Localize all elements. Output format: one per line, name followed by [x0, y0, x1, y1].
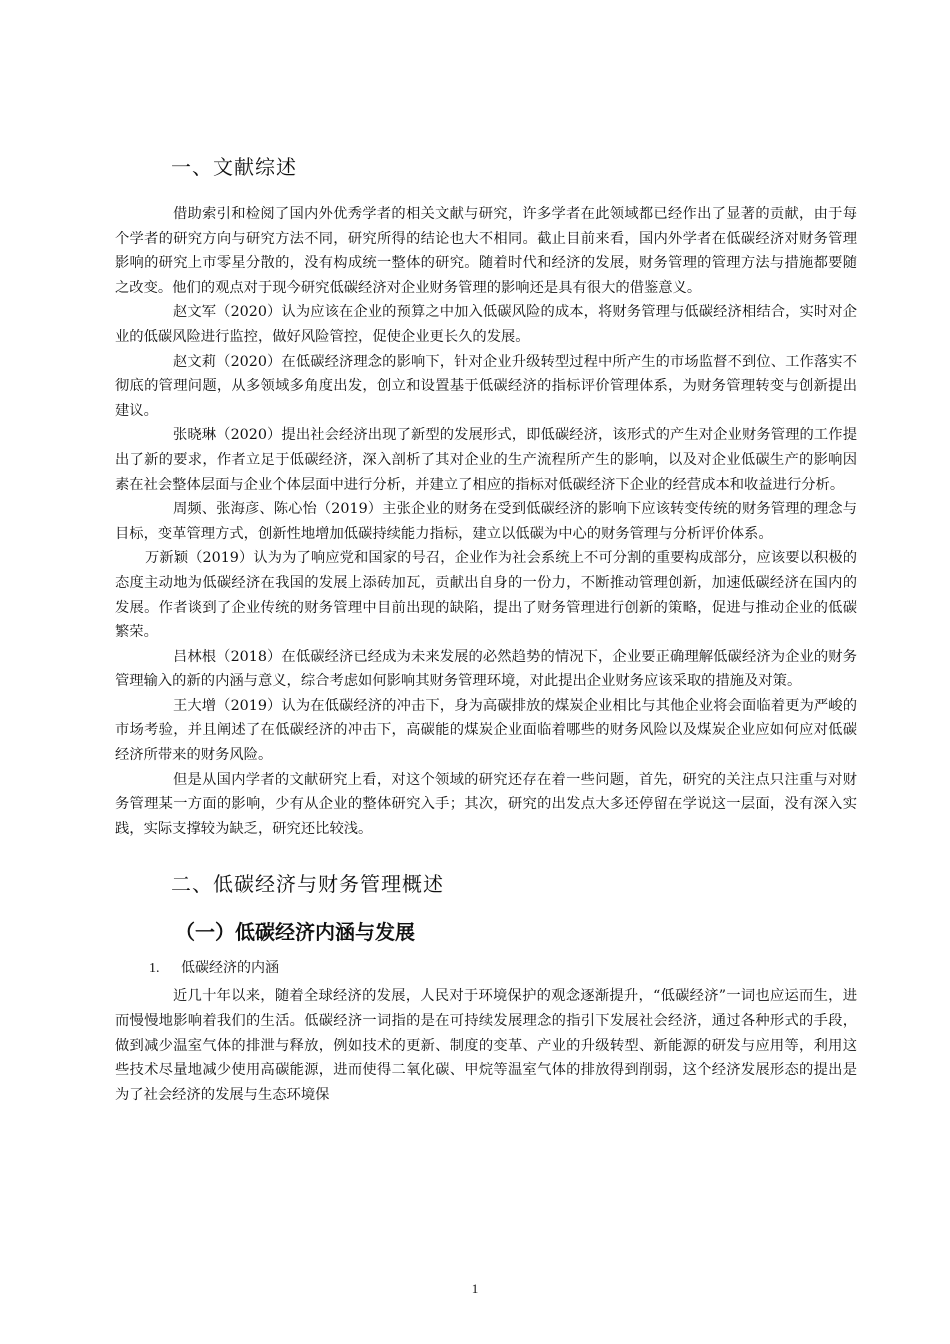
- item-title: 低碳经济的内涵: [181, 960, 279, 977]
- paragraph-zhou-pin: 周频、张海彦、陈心怡（2019）主张企业的财务在受到低碳经济的影响下应该转变传统的财务管理的理念与目标，变革管理方式，创新性地增加低碳持续能力指标，建立以低碳为中心的财务管理与分析评价体系。: [115, 501, 857, 542]
- paragraph-wang-dazeng: 王大增（2019）认为在低碳经济的冲击下，身为高碳排放的煤炭企业相比与其他企业将会面临着更为严峻的市场考验，并且阐述了在低碳经济的冲击下，高碳能的煤炭企业面临着哪些的财务风险以及煤炭企业应如何应对低碳经济所带来的财务风险。: [115, 697, 857, 764]
- paragraph-lv-lingen: 吕林根（2018）在低碳经济已经成为未来发展的必然趋势的情况下，企业要正确理解低碳经济为企业的财务管理输入的新的内涵与意义，综合考虑如何影响其财务管理环境，对此提出企业财务应该采取的措施及对策。: [115, 648, 857, 690]
- paragraph-low-carbon-meaning: 近几十年以来，随着全球经济的发展，人民对于环境保护的观念逐渐提升，“低碳经济”一词也应运而生，进而慢慢地影响着我们的生活。低碳经济一词指的是在可持续发展理念的指引下发展社会经济，通过各种形式的手段，做到减少温室气体的排泄与释放，例如技术的更新、制度的变革、产业的升级转型、新能源的研发与应用等，利用这些技术尽量地减少使用高碳能源，进而使得二氧化碳、甲烷等温室气体的排放得到削弱，这个经济发展形态的提出是为了社会经济的发展与生态环境保: [115, 988, 857, 1103]
- item-heading: [149, 957, 857, 980]
- page-number: 1: [471, 1281, 479, 1296]
- paragraph-zhang-xiaolin: 张晓琳（2020）提出社会经济出现了新型的发展形式，即低碳经济，该形式的产生对企业财务管理的工作提出了新的要求，作者立足于低碳经济，深入剖析了其对企业的生产流程所产生的影响，以及对企业低碳生产的影响因素在社会整体层面与企业个体层面中进行分析，并建立了相应的指标对低碳经济下企业的经营成本和收益进行分析。: [115, 427, 857, 493]
- paragraph-wan-xinying: 万新颖（2019）认为为了响应党和国家的号召，企业作为社会系统上不可分割的重要构成部分，应该要以积极的态度主动地为低碳经济在我国的发展上添砖加瓦，贡献出自身的一份力，不断推动管理创新，加速低碳经济在国内的发展。作者谈到了企业传统的财务管理中目前出现的缺陷，提出了财务管理进行创新的策略，促进与推动企业的低碳繁荣。: [115, 550, 857, 641]
- paragraph-summary: 但是从国内学者的文献研究上看，对这个领域的研究还存在着一些问题，首先，研究的关注点只注重与对财务管理某一方面的影响，少有从企业的整体研究入手；其次，研究的出发点大多还停留在学说这一层面，没有深入实践，实际支撑较为缺乏，研究还比较浅。: [115, 771, 857, 837]
- paragraph-zhao-wenli: 赵文莉（2020）在低碳经济理念的影响下，针对企业升级转型过程中所产生的市场监督不到位、工作落实不彻底的管理问题，从多领域多角度出发，创立和设置基于低碳经济的指标评价管理体系，为财务管理转变与创新提出建议。: [115, 353, 857, 419]
- paragraph-zhao-wenjun: 赵文军（2020）认为应该在企业的预算之中加入低碳风险的成本，将财务管理与低碳经济相结合，实时对企业的低碳风险进行监控，做好风险管控，促使企业更长久的发展。: [115, 304, 857, 345]
- subsection-heading-low-carbon: （一）低碳经济内涵与发展: [175, 920, 415, 945]
- page-content: [115, 150, 857, 1107]
- item-number: 1.: [149, 961, 160, 977]
- paragraph-intro: 借助索引和检阅了国内外优秀学者的相关文献与研究，许多学者在此领域都已经作出了显著的贡献，由于每个学者的研究方向与研究方法不同，研究所得的结论也大不相同。截止目前来看，国内外学者在低碳经济对财务管理影响的研究上市零星分散的，没有构成统一整体的研究。随着时代和经济的发展，财务管理的管理方法与措施都要随之改变。他们的观点对于现今研究低碳经济对企业财务管理的影响还是具有很大的借鉴意义。: [115, 206, 857, 296]
- section-heading-overview: 二、低碳经济与财务管理概述: [171, 872, 444, 897]
- section-heading-literature-review: 一、文献综述: [171, 155, 297, 179]
